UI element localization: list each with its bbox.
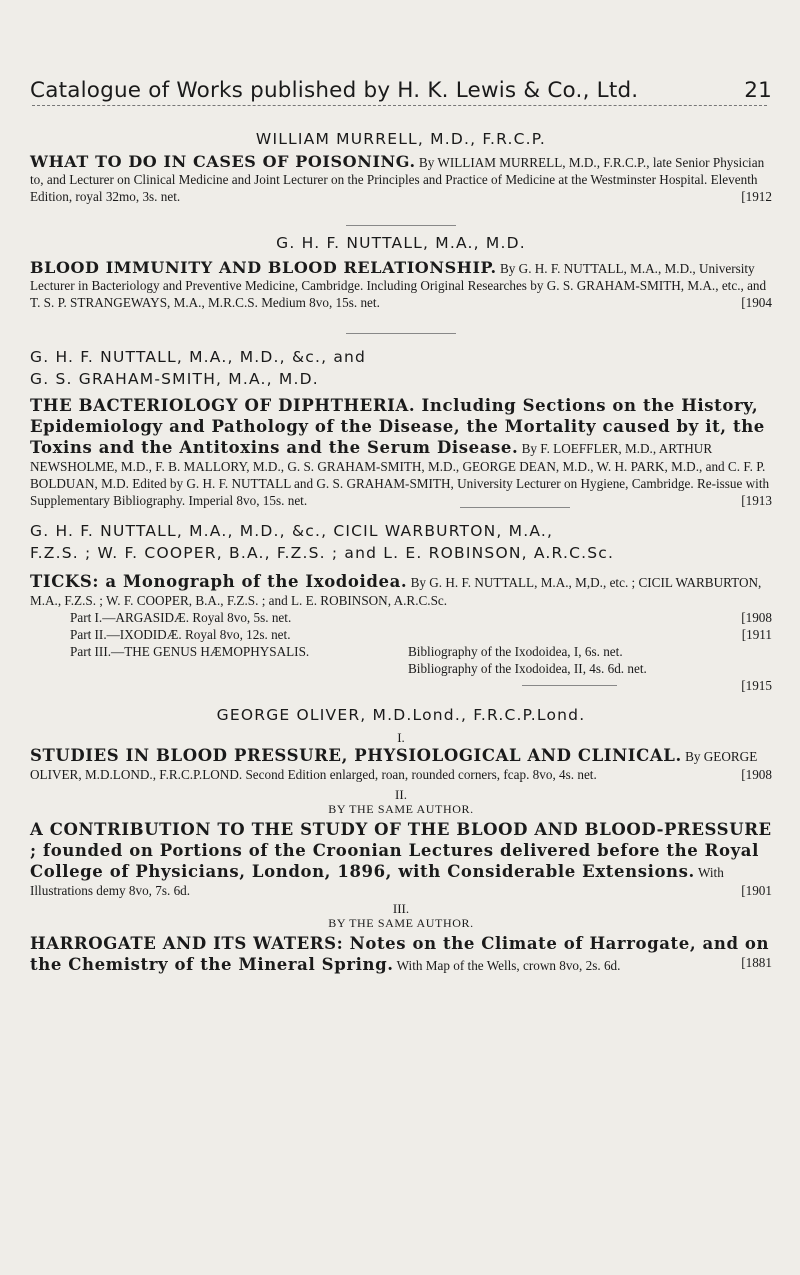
same-author-note: BY THE SAME AUTHOR.: [328, 802, 474, 816]
publication-year: [1901: [741, 883, 772, 898]
header-title: Catalogue of Works published by H. K. Lewis & Co., Ltd.: [30, 78, 639, 103]
part-text: Part I.—ARGASIDÆ. Royal 8vo, 5s. net.: [70, 610, 292, 625]
book-title: TICKS: a Monograph of the Ixodoidea.: [30, 572, 408, 591]
publication-year: [1908: [741, 610, 772, 625]
entry-description: By G. H. F. NUTTALL, M.A., M,D., etc. ; CICIL WARBURTON, M.A., F.Z.S. ; W. F. COOPER, B.A., F.Z.S. ; and L. E. ROBINSON, A.R.C.Sc.: [30, 575, 762, 608]
parts-list: [30, 609, 772, 694]
publication-year: [1881: [741, 955, 772, 970]
entry-description: By WILLIAM MURRELL, M.D., F.R.C.P., late Senior Physician to, and Lecturer on Clinical Medicine and Joint Lecturer on the Principles and Practice of Medicine at the Westminster Hospital. Eleventh Edition, royal 32mo, 3s. net.: [30, 155, 765, 204]
author-heading: WILLIAM MURRELL, M.D., F.R.C.P.: [255, 130, 547, 148]
book-title: HARROGATE AND ITS WATERS: Notes on the Climate of Harrogate, and on the Chemistry of the Mineral Spring.: [30, 934, 770, 974]
separator-rule: [460, 507, 570, 508]
entry-description: By G. H. F. NUTTALL, M.A., M.D., University Lecturer in Bacteriology and Preventive Medicine, Cambridge. Including Original Researches by G. S. GRAHAM-SMITH, M.A., etc., and T. S. P. STRANGEWAYS, M.A., M.R.C.S. Medium 8vo, 15s. net.: [30, 261, 767, 310]
separator-rule: [522, 685, 617, 686]
bibliography-note: Bibliography of the Ixodoidea, II, 4s. 6d. net.: [408, 661, 647, 676]
part-row: [70, 643, 772, 660]
author-heading: GEORGE OLIVER, M.D.Lond., F.R.C.P.Lond.: [216, 706, 586, 724]
author-heading: G. H. F. NUTTALL, M.A., M.D., &c., CICIL WARBURTON, M.A.,: [30, 522, 554, 540]
catalogue-entry: [30, 395, 772, 509]
author-heading: F.Z.S. ; W. F. COOPER, B.A., F.Z.S. ; and L. E. ROBINSON, A.R.C.Sc.: [30, 544, 615, 562]
publication-year: [1915: [741, 678, 772, 693]
catalogue-entry: [30, 933, 772, 975]
page-number: 21: [744, 78, 772, 103]
part-row: [70, 660, 772, 677]
part-text: Part II.—IXODIDÆ. Royal 8vo, 12s. net.: [70, 627, 291, 642]
header-rule: [32, 105, 767, 106]
catalogue-entry: [30, 745, 772, 783]
catalogue-entry: [30, 259, 772, 311]
entry-description: With Illustrations demy 8vo, 7s. 6d.: [30, 865, 724, 898]
entry-description: By F. LOEFFLER, M.D., ARTHUR NEWSHOLME, M.D., F. B. MALLORY, M.D., G. S. GRAHAM-SMITH, M.D., GEORGE DEAN, M.D., W. H. PARK, M.D., and C. F. P. BOLDUAN, M.D. Edited by G. H. F. NUTTALL and G. S. GRAHAM-SMITH, University Lecturer on Hygiene, Cambridge. Re-issue with Supplementary Bibliography. Imperial 8vo, 15s. net.: [30, 441, 770, 508]
publication-year: [1908: [741, 767, 772, 782]
catalogue-entry: [30, 819, 772, 899]
book-title: BLOOD IMMUNITY AND BLOOD RELATIONSHIP.: [30, 258, 497, 277]
publication-year: [1904: [741, 295, 772, 310]
book-title: A CONTRIBUTION TO THE STUDY OF THE BLOOD AND BLOOD-PRESSURE ; founded on Portions of the Croonian Lectures delivered before the Royal College of Physicians, London, 1896, with Considerable Extensions.: [30, 820, 772, 881]
catalogue-entry: [30, 153, 772, 205]
author-heading: G. H. F. NUTTALL, M.A., M.D.: [276, 234, 526, 252]
volume-numeral: I.: [397, 730, 405, 745]
publication-year: [1912: [741, 189, 772, 204]
publication-year: [1911: [741, 627, 772, 642]
author-heading: G. H. F. NUTTALL, M.A., M.D., &c., and: [30, 348, 367, 366]
part-row: [70, 677, 772, 694]
volume-numeral: II.: [395, 787, 407, 802]
page-header: [30, 78, 772, 103]
book-title: STUDIES IN BLOOD PRESSURE, PHYSIOLOGICAL AND CLINICAL.: [30, 746, 682, 765]
catalogue-content: [30, 130, 772, 975]
part-row: [70, 609, 772, 626]
bibliography-note: Bibliography of the Ixodoidea, I, 6s. net.: [408, 644, 623, 659]
entry-description: With Map of the Wells, crown 8vo, 2s. 6d.: [396, 958, 621, 973]
part-row: [70, 626, 772, 643]
publication-year: [1913: [741, 493, 772, 508]
catalogue-entry: [30, 571, 772, 609]
author-heading: G. S. GRAHAM-SMITH, M.A., M.D.: [30, 370, 319, 388]
volume-numeral: III.: [392, 901, 410, 916]
entry-description: By GEORGE OLIVER, M.D.LOND., F.R.C.P.LOND. Second Edition enlarged, roan, rounded corners, fcap. 8vo, 4s. net.: [30, 749, 758, 782]
book-title: WHAT TO DO IN CASES OF POISONING.: [30, 152, 416, 171]
part-text: Part III.—THE GENUS HÆMOPHYSALIS.: [70, 644, 310, 659]
separator-rule: [346, 225, 456, 226]
same-author-note: BY THE SAME AUTHOR.: [328, 916, 474, 930]
book-title: THE BACTERIOLOGY OF DIPHTHERIA. Including Sections on the History, Epidemiology and Pathology of the Disease, the Mortality caused by it, the Toxins and the Antitoxins and the Serum Disease.: [30, 396, 765, 457]
separator-rule: [346, 333, 456, 334]
